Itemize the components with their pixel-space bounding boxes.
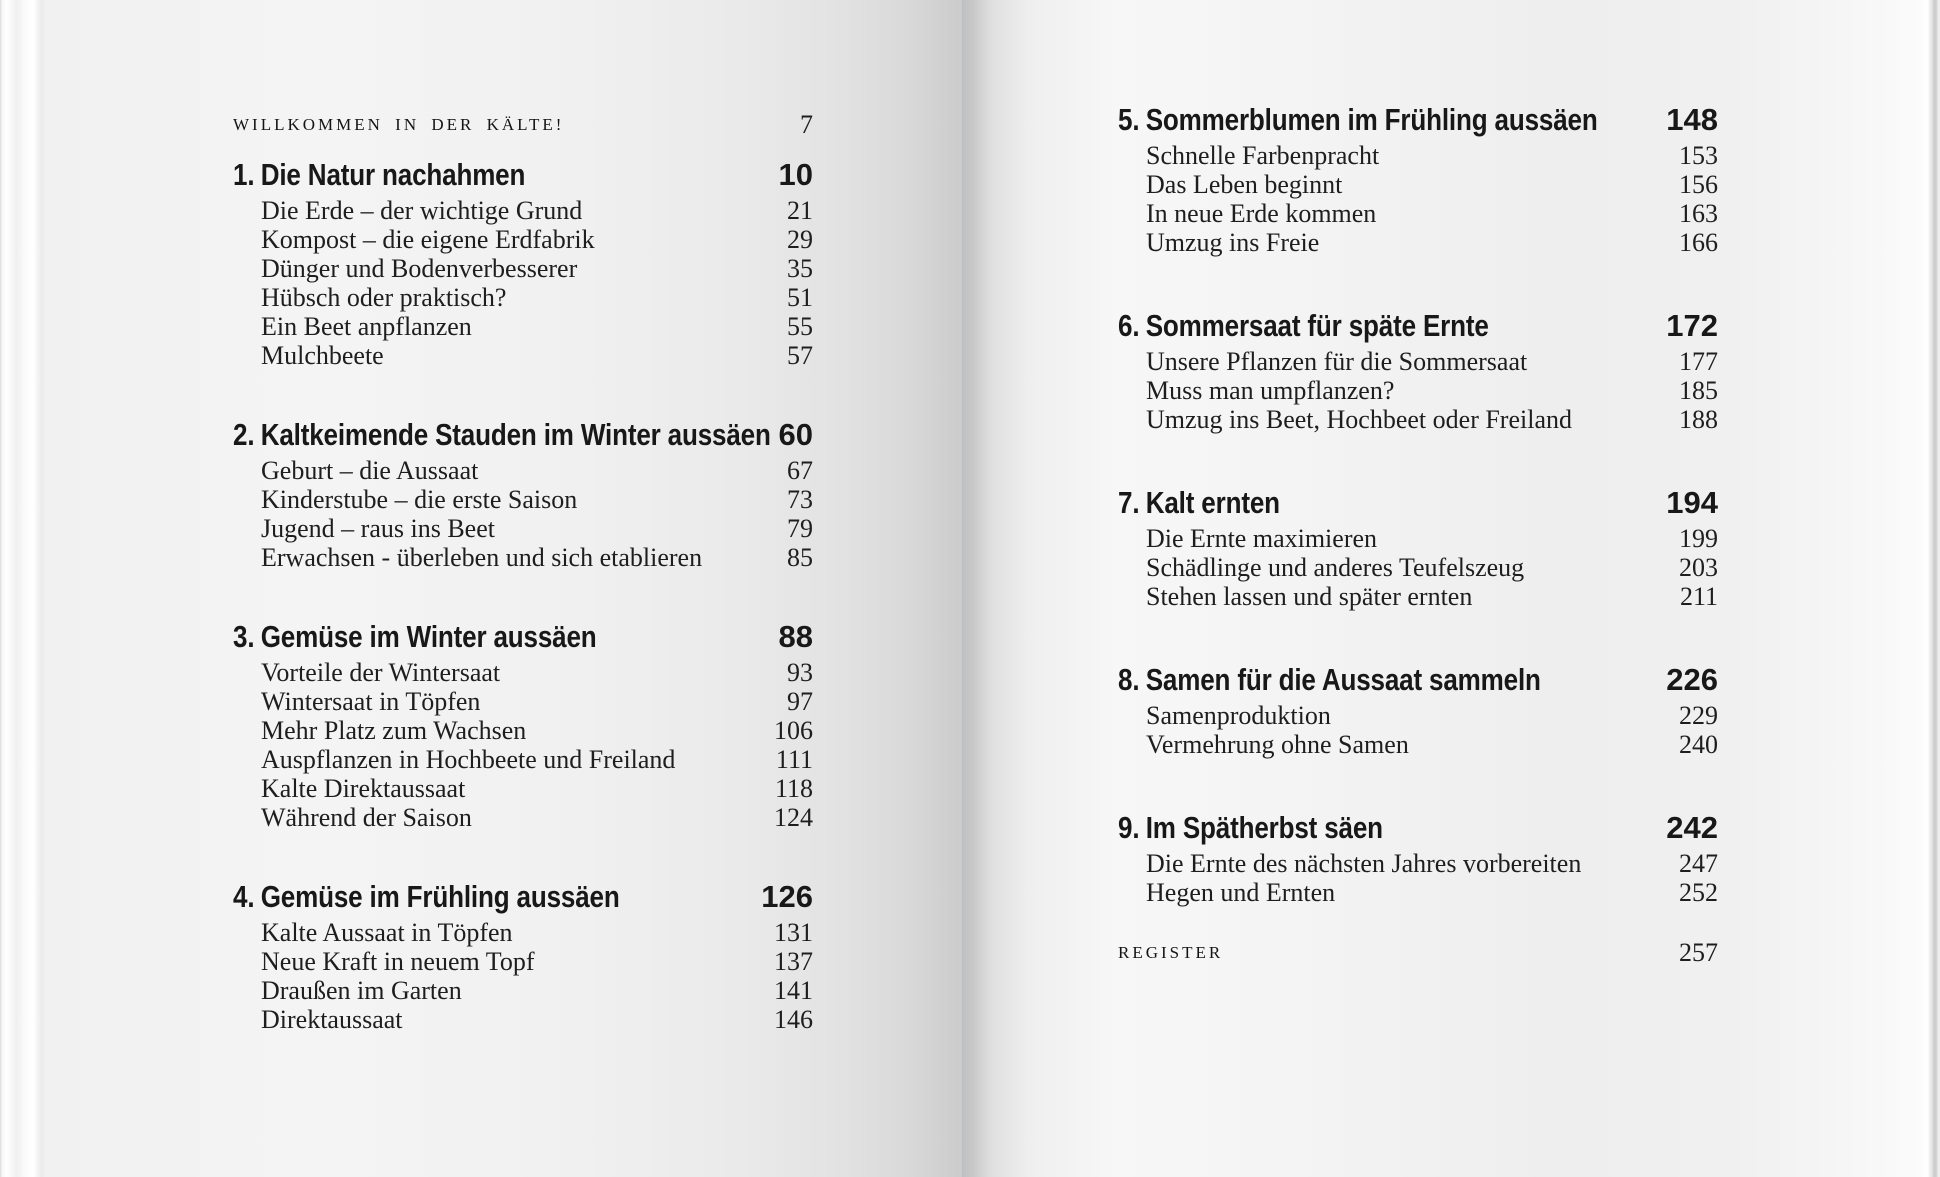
chapter-heading: [233, 616, 597, 658]
toc-item-page-number: 85: [787, 543, 813, 572]
chapter-number: 8.: [1118, 662, 1140, 697]
chapter-page-number: 88: [778, 619, 813, 654]
toc-item-row: [1118, 141, 1718, 170]
toc-item-row: [233, 716, 813, 745]
chapter-page-number: 126: [761, 879, 813, 914]
toc-item-page-number: 153: [1679, 141, 1718, 170]
toc-item-page-number: 203: [1679, 553, 1718, 582]
toc-item-label: Kalte Direktaussaat: [261, 774, 466, 803]
toc-item-page-number: 93: [787, 658, 813, 687]
toc-chapter-row: [1118, 305, 1718, 347]
chapter-title: Gemüse im Winter aussäen: [260, 619, 597, 654]
toc-item-row: [233, 1005, 813, 1034]
toc-item-page-number: 21: [787, 196, 813, 225]
toc-item-page-number: 156: [1679, 170, 1718, 199]
toc-item-row: [1118, 405, 1718, 434]
toc-item-page-number: 131: [774, 918, 813, 947]
toc-section: [1118, 659, 1718, 759]
toc-item-page-number: 211: [1679, 582, 1718, 611]
chapter-number: 2.: [233, 417, 255, 452]
toc-item-row: [233, 225, 813, 254]
chapter-page-number: 148: [1666, 102, 1718, 137]
chapter-page-number: 172: [1666, 308, 1718, 343]
toc-item-row: [233, 312, 813, 341]
toc-item-label: Vermehrung ohne Samen: [1146, 730, 1409, 759]
toc-chapter-row: [233, 876, 813, 918]
toc-item-label: Während der Saison: [261, 803, 472, 832]
toc-item-row: [233, 283, 813, 312]
toc-item-label: Auspflanzen in Hochbeete und Freiland: [261, 745, 676, 774]
toc-item-page-number: 57: [787, 341, 813, 370]
chapter-number: 7.: [1118, 485, 1140, 520]
toc-section: [1118, 99, 1718, 257]
toc-item-row: [1118, 730, 1718, 759]
toc-item-label: Neue Kraft in neuem Topf: [261, 947, 535, 976]
chapter-heading: [1118, 305, 1489, 347]
toc-item-page-number: 124: [774, 803, 813, 832]
toc-item-label: Mulchbeete: [261, 341, 384, 370]
toc-item-row: [233, 341, 813, 370]
chapter-page-number: 242: [1666, 810, 1718, 845]
chapter-number: 6.: [1118, 308, 1140, 343]
chapter-heading: [1118, 99, 1598, 141]
toc-item-label: Direktaussaat: [261, 1005, 403, 1034]
toc-item-page-number: 185: [1679, 376, 1718, 405]
toc-item-label: Wintersaat in Töpfen: [261, 687, 481, 716]
right-page: [962, 0, 1922, 1177]
toc-item-label: Kinderstube – die erste Saison: [261, 485, 578, 514]
toc-item-label: Erwachsen - überleben und sich etablieren: [261, 543, 703, 572]
toc-item-page-number: 29: [787, 225, 813, 254]
toc-item-page-number: 67: [787, 456, 813, 485]
chapter-title: Sommerblumen im Frühling aussäen: [1145, 102, 1598, 137]
toc-item-page-number: 55: [787, 312, 813, 341]
toc-item-label: In neue Erde kommen: [1146, 199, 1377, 228]
toc-item-row: [1118, 701, 1718, 730]
toc-section: [233, 876, 813, 1034]
chapter-number: 4.: [233, 879, 255, 914]
toc-item-page-number: 73: [787, 485, 813, 514]
toc-item-page-number: 97: [787, 687, 813, 716]
chapter-title: Gemüse im Frühling aussäen: [260, 879, 620, 914]
chapter-heading: [233, 876, 620, 918]
toc-item-row: [233, 196, 813, 225]
toc-chapter-row: [233, 616, 813, 658]
toc-item-page-number: 166: [1679, 228, 1718, 257]
toc-item-row: [233, 456, 813, 485]
toc-item-row: [1118, 228, 1718, 257]
page-edge-right: [1922, 0, 1940, 1177]
chapter-title: Die Natur nachahmen: [260, 157, 526, 192]
toc-item-row: [1118, 553, 1718, 582]
toc-item-page-number: 163: [1679, 199, 1718, 228]
left-page: [46, 0, 962, 1177]
toc-chapter-row: [1118, 99, 1718, 141]
toc-item-label: Vorteile der Wintersaat: [261, 658, 501, 687]
toc-item-label: Umzug ins Beet, Hochbeet oder Freiland: [1146, 405, 1572, 434]
toc-item-row: [233, 976, 813, 1005]
toc-section: [1118, 305, 1718, 434]
toc-section: [233, 414, 813, 572]
toc-chapter-row: [233, 414, 813, 456]
toc-item-row: [1118, 347, 1718, 376]
chapter-heading: [1118, 482, 1280, 524]
chapter-title: Sommersaat für späte Ernte: [1145, 308, 1489, 343]
toc-item-row: [1118, 376, 1718, 405]
toc-item-page-number: 247: [1679, 849, 1718, 878]
right-sections: [1118, 99, 1718, 907]
toc-item-label: Geburt – die Aussaat: [261, 456, 479, 485]
toc-item-label: Hübsch oder praktisch?: [261, 283, 507, 312]
toc-item-label: Schädlinge und anderes Teufelszeug: [1146, 553, 1525, 582]
right-toc-column: [1118, 99, 1718, 967]
chapter-heading: [1118, 659, 1541, 701]
chapter-heading: [233, 154, 525, 196]
toc-item-page-number: 188: [1679, 405, 1718, 434]
toc-section: [233, 154, 813, 370]
toc-item-page-number: 137: [774, 947, 813, 976]
toc-item-row: [233, 543, 813, 572]
toc-section: [1118, 807, 1718, 907]
toc-item-row: [233, 918, 813, 947]
toc-register-row: [1118, 938, 1718, 967]
chapter-title: Im Spätherbst säen: [1145, 810, 1383, 845]
toc-item-label: Hegen und Ernten: [1146, 878, 1336, 907]
toc-item-label: Umzug ins Freie: [1146, 228, 1320, 257]
toc-item-row: [1118, 199, 1718, 228]
toc-item-page-number: 35: [787, 254, 813, 283]
toc-item-label: Muss man umpflanzen?: [1146, 376, 1395, 405]
chapter-page-number: 194: [1666, 485, 1718, 520]
toc-item-row: [233, 514, 813, 543]
toc-item-row: [233, 947, 813, 976]
chapter-number: 1.: [233, 157, 255, 192]
toc-item-row: [1118, 849, 1718, 878]
toc-item-label: Draußen im Garten: [261, 976, 462, 1005]
toc-item-label: Samenproduktion: [1146, 701, 1331, 730]
chapter-heading: [1118, 807, 1383, 849]
chapter-page-number: 10: [778, 157, 813, 192]
toc-item-label: Ein Beet anpflanzen: [261, 312, 472, 341]
register-label: REGISTER: [1118, 943, 1224, 962]
toc-chapter-row: [1118, 807, 1718, 849]
toc-item-row: [1118, 878, 1718, 907]
toc-preface-row: [233, 110, 813, 139]
left-sections: [233, 154, 813, 1034]
page-edge-left: [0, 0, 46, 1177]
toc-item-row: [1118, 524, 1718, 553]
toc-item-page-number: 106: [774, 716, 813, 745]
chapter-title: Kalt ernten: [1145, 485, 1280, 520]
toc-item-label: Die Erde – der wichtige Grund: [261, 196, 583, 225]
chapter-number: 3.: [233, 619, 255, 654]
left-toc-column: [233, 110, 813, 1034]
toc-item-label: Dünger und Bodenverbesserer: [261, 254, 578, 283]
toc-item-label: Die Ernte des nächsten Jahres vorbereiten: [1146, 849, 1582, 878]
toc-item-page-number: 229: [1679, 701, 1718, 730]
preface-page-number: 7: [800, 110, 813, 139]
chapter-page-number: 60: [778, 417, 813, 452]
toc-item-row: [233, 254, 813, 283]
toc-item-row: [1118, 582, 1718, 611]
toc-chapter-row: [233, 154, 813, 196]
toc-item-label: Mehr Platz zum Wachsen: [261, 716, 527, 745]
toc-item-label: Stehen lassen und später ernten: [1146, 582, 1473, 611]
toc-item-row: [233, 803, 813, 832]
toc-item-page-number: 252: [1679, 878, 1718, 907]
toc-section: [1118, 482, 1718, 611]
toc-item-row: [233, 687, 813, 716]
toc-item-label: Die Ernte maximieren: [1146, 524, 1378, 553]
chapter-page-number: 226: [1666, 662, 1718, 697]
toc-item-page-number: 111: [775, 745, 813, 774]
toc-item-row: [233, 485, 813, 514]
toc-chapter-row: [1118, 659, 1718, 701]
chapter-title: Samen für die Aussaat sammeln: [1145, 662, 1541, 697]
toc-item-page-number: 51: [787, 283, 813, 312]
toc-item-page-number: 118: [774, 774, 813, 803]
toc-section: [233, 616, 813, 832]
toc-item-row: [233, 774, 813, 803]
toc-item-page-number: 240: [1679, 730, 1718, 759]
chapter-title: Kaltkeimende Stauden im Winter aussäen: [260, 417, 771, 452]
toc-item-label: Jugend – raus ins Beet: [261, 514, 495, 543]
toc-item-page-number: 141: [774, 976, 813, 1005]
toc-item-label: Unsere Pflanzen für die Sommersaat: [1146, 347, 1528, 376]
toc-item-label: Das Leben beginnt: [1146, 170, 1343, 199]
toc-item-label: Kalte Aussaat in Töpfen: [261, 918, 513, 947]
toc-item-label: Kompost – die eigene Erdfabrik: [261, 225, 595, 254]
toc-item-page-number: 79: [787, 514, 813, 543]
toc-item-row: [233, 658, 813, 687]
toc-item-page-number: 146: [774, 1005, 813, 1034]
chapter-number: 5.: [1118, 102, 1140, 137]
toc-item-label: Schnelle Farbenpracht: [1146, 141, 1380, 170]
toc-chapter-row: [1118, 482, 1718, 524]
toc-item-page-number: 177: [1679, 347, 1718, 376]
chapter-heading: [233, 414, 771, 456]
toc-item-page-number: 199: [1679, 524, 1718, 553]
toc-item-row: [1118, 170, 1718, 199]
toc-item-row: [233, 745, 813, 774]
preface-label: WILLKOMMEN IN DER KÄLTE!: [233, 115, 565, 134]
chapter-number: 9.: [1118, 810, 1140, 845]
register-page-number: 257: [1679, 938, 1718, 967]
